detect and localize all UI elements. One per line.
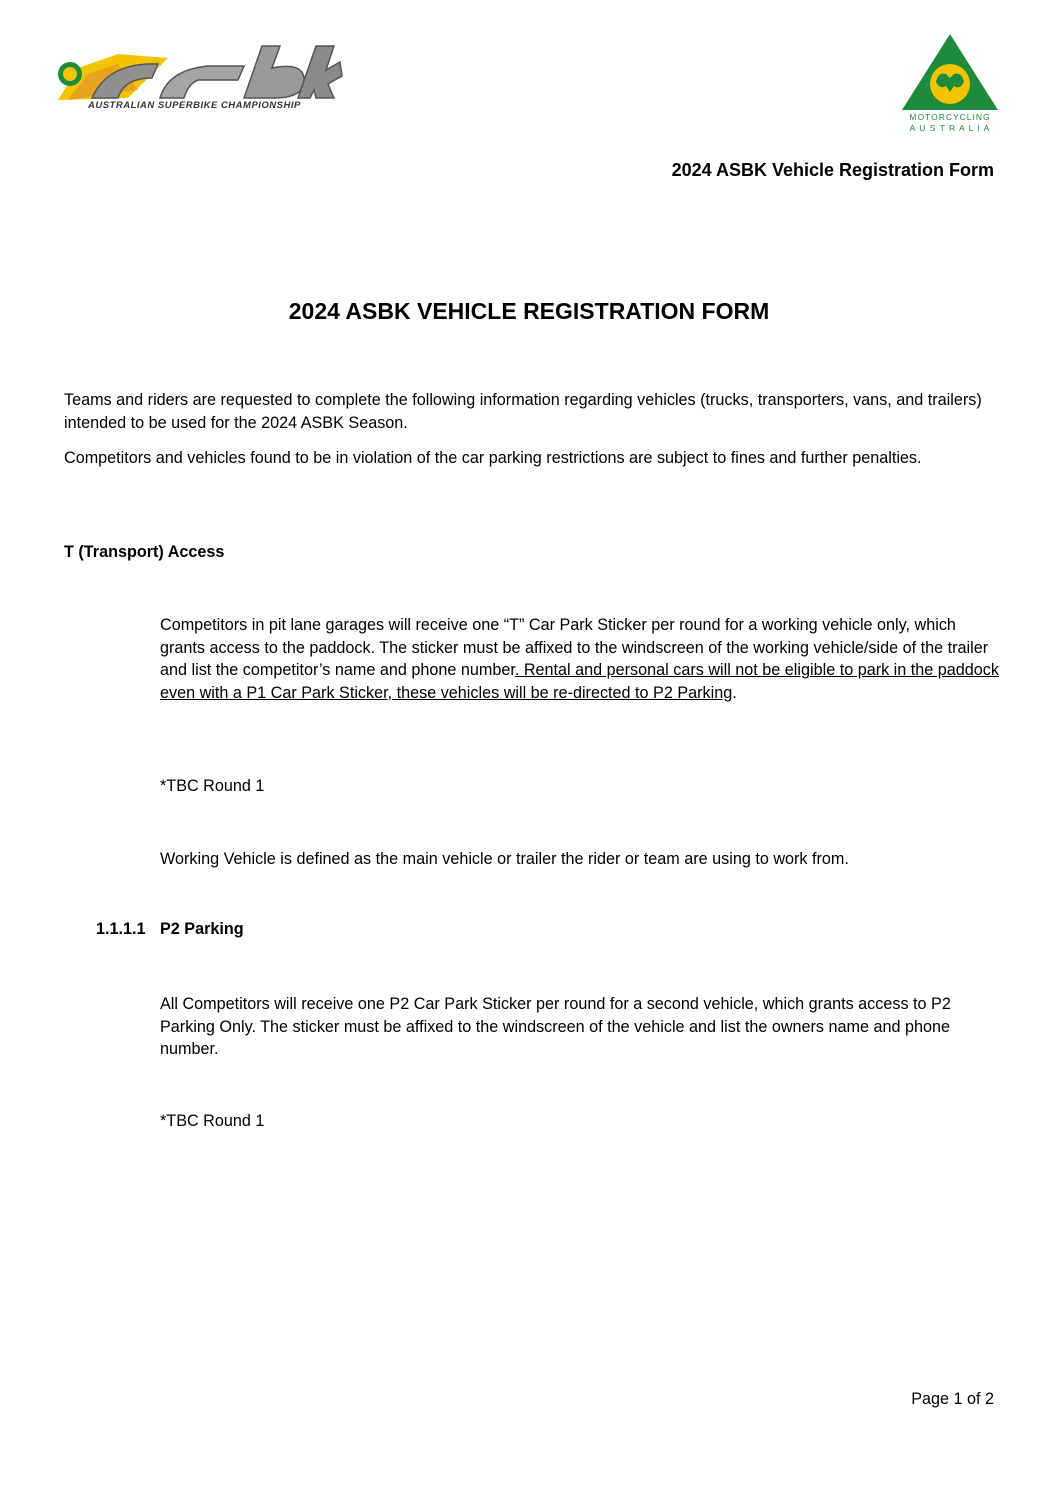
p2-parking-paragraph: All Competitors will receive one P2 Car Park Sticker per round for a second vehicle, which grants access to P2 Parking Only. The sticker must be affixed to the windscreen of the vehicle and list the owners name and phone number. <box>160 995 951 1058</box>
asbk-logo <box>48 40 344 120</box>
p2-parking-section-number: 1.1.1.1 <box>96 920 146 938</box>
intro-paragraph-1: Teams and riders are requested to complete the following information regarding vehicles (trucks, transporters, vans, and trailers) intended to be used for the 2024 ASBK Season. <box>64 391 982 432</box>
transport-access-heading: T (Transport) Access <box>64 543 225 561</box>
page-title: 2024 ASBK VEHICLE REGISTRATION FORM <box>288 298 770 324</box>
ma-logo-line1: MOTORCYCLING <box>909 112 991 122</box>
intro-paragraph-2: Competitors and vehicles found to be in violation of the car parking restrictions are subject to fines and further penalties. <box>64 449 922 467</box>
motorcycling-australia-logo <box>898 32 1002 136</box>
transport-access-text: Competitors in pit lane garages will receive one “T” Car Park Sticker per round for a working vehicle only, which grants access to the paddock. The sticker must be affixed to the windscreen of the working vehicle/side of the trailer and list the competitor’s name and phone number <box>160 616 989 679</box>
p2-parking-heading: P2 Parking <box>160 920 244 938</box>
transport-access-paragraph <box>160 614 1000 704</box>
working-vehicle-definition: Working Vehicle is defined as the main vehicle or trailer the rider or team are using to work from. <box>160 850 849 868</box>
transport-access-underlined-text: . Rental and personal cars will not be eligible to park in the paddock even with a P1 Car Park Sticker, these vehicles will be re-directed to P2 Parking <box>160 661 999 702</box>
page-number: Page 1 of 2 <box>911 1390 994 1408</box>
transport-access-text-end: . <box>732 683 737 702</box>
transport-tbc-note: *TBC Round 1 <box>160 777 265 795</box>
ma-logo-line2: A U S T R A L I A <box>909 123 991 133</box>
asbk-logo-tagline: AUSTRALIAN SUPERBIKE CHAMPIONSHIP <box>88 100 301 111</box>
document-header-title: 2024 ASBK Vehicle Registration Form <box>671 160 994 180</box>
p2-tbc-note: *TBC Round 1 <box>160 1112 265 1130</box>
